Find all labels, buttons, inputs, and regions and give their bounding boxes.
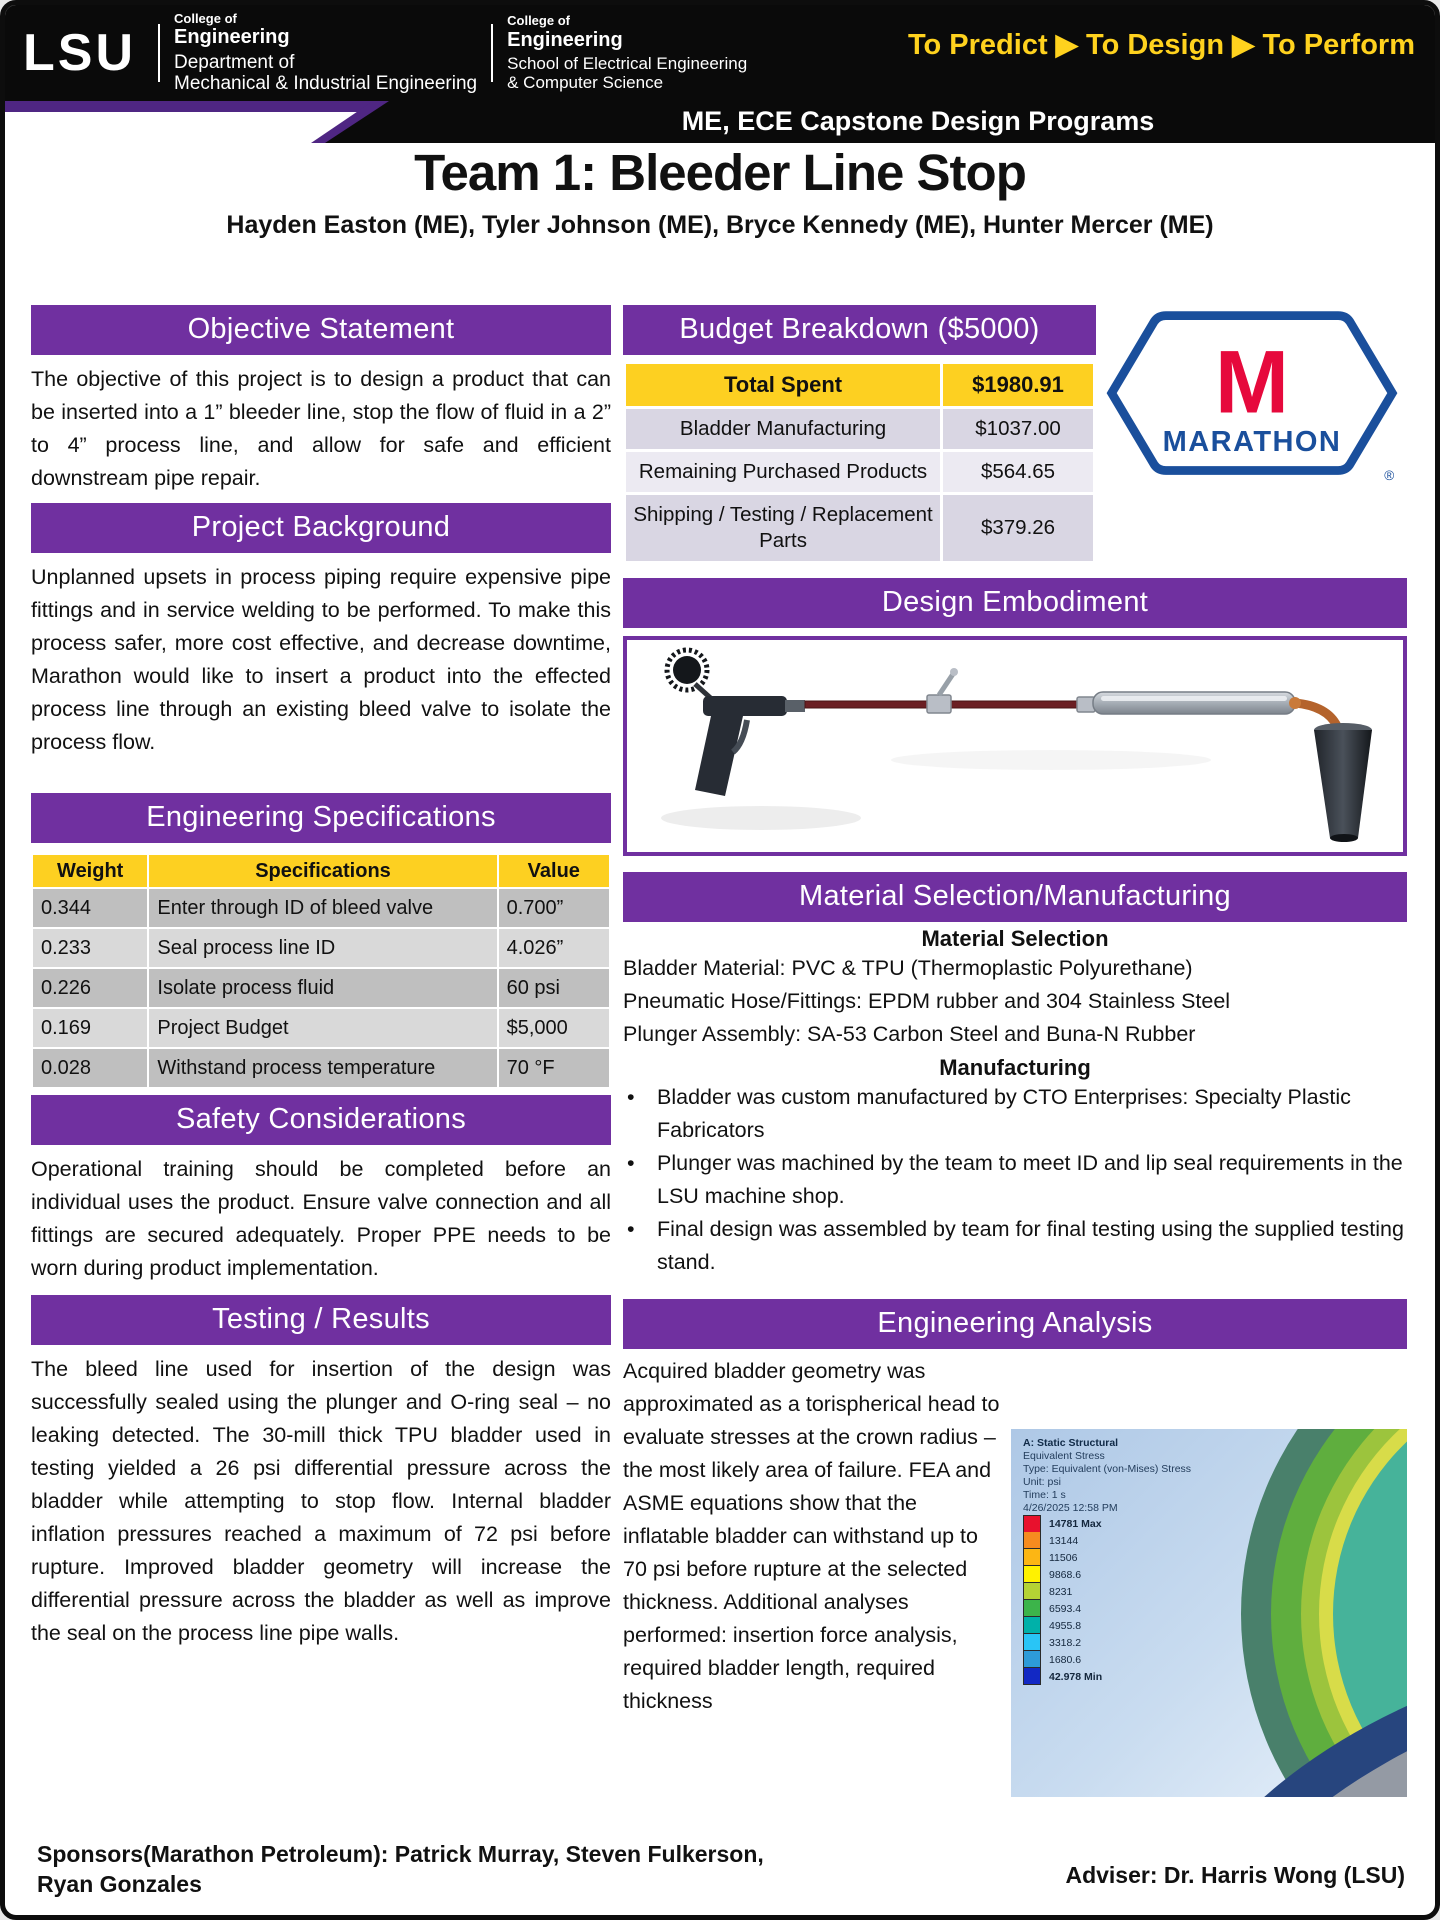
marathon-shield-icon — [1102, 305, 1402, 485]
scale-swatch — [1023, 1634, 1041, 1651]
spec-text: Project Budget — [148, 1008, 497, 1048]
specs-heading: Engineering Specifications — [31, 793, 611, 843]
scale-entry — [1023, 1532, 1102, 1549]
college-ece-block — [507, 14, 747, 92]
spec-text: Isolate process fluid — [148, 968, 497, 1008]
spec-weight: 0.226 — [32, 968, 148, 1008]
bullet-text: Final design was assembled by team for final testing using the supplied testing stand. — [657, 1217, 1404, 1274]
budget-value: $1980.91 — [942, 363, 1095, 408]
scale-swatch — [1023, 1651, 1041, 1668]
specs-header-row — [32, 854, 610, 888]
fea-stress-figure — [1011, 1429, 1407, 1797]
scale-entry — [1023, 1634, 1102, 1651]
bullet-icon: • — [627, 1151, 635, 1175]
sponsors-text-line2: Ryan Gonzales — [37, 1871, 202, 1897]
scale-entry — [1023, 1651, 1102, 1668]
testing-body: The bleed line used for insertion of the design was successfully sealed using the plunger and O-ring seal – no leaking detected. The 30-mill thick TPU bladder used in testing yielded a 26 psi differential pressure across the bladder while attempting to stop flow. Internal bladder inflation pressures reached a maximum of 72 psi before rupture. Improved bladder geometry will increase the differential pressure across the bladder as well as improve the seal on the process line pipe walls. — [31, 1357, 611, 1645]
budget-value: $1037.00 — [942, 408, 1095, 451]
design-heading: Design Embodiment — [623, 578, 1407, 628]
scale-label: 4955.8 — [1049, 1619, 1082, 1632]
spec-weight: 0.344 — [32, 888, 148, 928]
poster-title: Team 1: Bleeder Line Stop — [414, 144, 1026, 201]
scale-swatch — [1023, 1549, 1041, 1566]
fea-legend-line: Type: Equivalent (von-Mises) Stress — [1023, 1463, 1192, 1475]
table-row — [32, 928, 610, 968]
scale-swatch — [1023, 1532, 1041, 1549]
budget-row — [623, 305, 1407, 564]
motto-tagline: To Predict ▶ To Design ▶ To Perform — [907, 29, 1415, 61]
lsu-logo: LSU — [23, 24, 136, 82]
engineering-label: Engineering — [174, 26, 290, 49]
scale-label: 14781 Max — [1049, 1517, 1102, 1530]
top-banner — [5, 5, 1435, 101]
table-row — [32, 1008, 610, 1048]
specs-col-value: Value — [498, 854, 610, 888]
poster-content — [31, 305, 1407, 1797]
analysis-heading: Engineering Analysis — [623, 1299, 1407, 1349]
spec-value: 70 °F — [498, 1048, 610, 1088]
fea-color-scale — [1023, 1515, 1102, 1685]
material-line: Pneumatic Hose/Fittings: EPDM rubber and 304 Stainless Steel — [623, 989, 1231, 1013]
scale-entry — [1023, 1617, 1102, 1634]
spec-text: Withstand process temperature — [148, 1048, 497, 1088]
manufacturing-subtitle: Manufacturing — [939, 1055, 1091, 1080]
bleeder-tool-rendering — [627, 640, 1403, 852]
budget-label: Bladder Manufacturing — [625, 408, 942, 451]
testing-heading: Testing / Results — [31, 1295, 611, 1345]
design-embodiment-figure — [623, 636, 1407, 856]
fea-legend-line: Unit: psi — [1023, 1476, 1061, 1488]
budget-label: Remaining Purchased Products — [625, 451, 942, 494]
scale-entry — [1023, 1549, 1102, 1566]
background-heading: Project Background — [31, 503, 611, 553]
college-of-label: College of — [174, 10, 237, 26]
scale-entry — [1023, 1515, 1102, 1532]
spec-weight: 0.028 — [32, 1048, 148, 1088]
table-row — [625, 451, 1095, 494]
right-column — [623, 305, 1407, 1797]
budget-value: $379.26 — [942, 494, 1095, 563]
objective-heading: Objective Statement — [31, 305, 611, 355]
program-name: ME, ECE Capstone Design Programs — [681, 106, 1155, 136]
department-name: Mechanical & Industrial Engineering — [174, 72, 478, 94]
authors-line: Hayden Easton (ME), Tyler Johnson (ME), Bryce Kennedy (ME), Hunter Mercer (ME) — [226, 211, 1214, 240]
table-row — [32, 888, 610, 928]
fea-legend — [1023, 1437, 1191, 1515]
college-me-block — [174, 12, 477, 94]
divider — [491, 24, 493, 82]
budget-table — [623, 361, 1096, 564]
scale-label: 1680.6 — [1049, 1653, 1082, 1666]
svg-text:M: M — [1214, 331, 1289, 432]
spec-value: $5,000 — [498, 1008, 610, 1048]
bullet-icon: • — [627, 1217, 635, 1241]
scale-label: 9868.6 — [1049, 1568, 1082, 1581]
scale-entry — [1023, 1600, 1102, 1617]
table-row — [625, 408, 1095, 451]
list-item — [623, 1081, 1407, 1147]
spec-weight: 0.233 — [32, 928, 148, 968]
bullet-text: Plunger was machined by the team to meet ID and lip seal requirements in the LSU machine shop. — [657, 1151, 1403, 1208]
table-row — [625, 363, 1095, 408]
spec-text: Seal process line ID — [148, 928, 497, 968]
sub-banner — [311, 101, 1435, 143]
scale-swatch — [1023, 1600, 1041, 1617]
list-item — [623, 1213, 1407, 1279]
scale-label: 13144 — [1049, 1534, 1079, 1547]
scale-swatch — [1023, 1617, 1041, 1634]
specs-col-weight: Weight — [32, 854, 148, 888]
sponsors-text-line1: Sponsors(Marathon Petroleum): Patrick Murray, Steven Fulkerson, — [37, 1841, 764, 1867]
bullet-icon: • — [627, 1085, 635, 1109]
material-heading: Material Selection/Manufacturing — [623, 872, 1407, 922]
scale-label: 42.978 Min — [1049, 1670, 1103, 1683]
scale-swatch — [1023, 1566, 1041, 1583]
list-item — [623, 1147, 1407, 1213]
specs-table — [31, 853, 611, 1089]
scale-swatch — [1023, 1583, 1041, 1600]
scale-label: 3318.2 — [1049, 1636, 1082, 1649]
material-selection-subtitle: Material Selection — [921, 926, 1109, 951]
material-line: Plunger Assembly: SA-53 Carbon Steel and Buna-N Rubber — [623, 1022, 1196, 1046]
marathon-logo — [1096, 305, 1407, 564]
budget-label: Total Spent — [625, 363, 942, 408]
engineering-label: Engineering — [507, 28, 623, 51]
analysis-content — [623, 1355, 1407, 1797]
scale-swatch — [1023, 1668, 1041, 1685]
table-row — [32, 1048, 610, 1088]
scale-entry — [1023, 1668, 1102, 1685]
material-line: Bladder Material: PVC & TPU (Thermoplastic Polyurethane) — [623, 956, 1193, 980]
scale-label: 6593.4 — [1049, 1602, 1082, 1615]
budget-label: Shipping / Testing / Replacement Parts — [625, 494, 942, 563]
background-body: Unplanned upsets in process piping require expensive pipe fittings and in service welding to be performed. To make this process safer, more cost effective, and decrease downtime, Marathon would like to insert a product into the effected process line through an existing bleed valve to isolate the process flow. — [31, 565, 611, 754]
divider — [158, 24, 160, 82]
fea-legend-line: 4/26/2025 12:58 PM — [1023, 1502, 1118, 1514]
adviser-line: Adviser: Dr. Harris Wong (LSU) — [1065, 1862, 1405, 1888]
table-row — [625, 494, 1095, 563]
scale-entry — [1023, 1583, 1102, 1600]
fea-legend-line: Time: 1 s — [1023, 1489, 1066, 1501]
fea-legend-title: A: Static Structural — [1023, 1437, 1119, 1449]
svg-text:®: ® — [1383, 468, 1394, 484]
fea-legend-line: Equivalent Stress — [1023, 1450, 1105, 1462]
scale-label: 11506 — [1049, 1551, 1078, 1564]
left-column — [31, 305, 611, 1797]
table-row — [32, 968, 610, 1008]
school-name: & Computer Science — [507, 72, 664, 92]
budget-value: $564.65 — [942, 451, 1095, 494]
budget-panel — [623, 305, 1096, 564]
college-of-label: College of — [507, 13, 570, 28]
school-line: School of Electrical Engineering — [507, 53, 748, 73]
objective-body: The objective of this project is to design a product that can be inserted into a 1” bleeder line, stop the flow of fluid in a 2” to 4” process line, and allow for safe and efficient downstream pipe repair. — [31, 367, 611, 490]
scale-entry — [1023, 1566, 1102, 1583]
bullet-text: Bladder was custom manufactured by CTO Enterprises: Specialty Plastic Fabricators — [657, 1085, 1351, 1142]
spec-text: Enter through ID of bleed valve — [148, 888, 497, 928]
safety-heading: Safety Considerations — [31, 1095, 611, 1145]
material-content — [623, 926, 1407, 1279]
spec-value: 0.700” — [498, 888, 610, 928]
department-line: Department of — [174, 51, 295, 73]
title-block — [5, 145, 1435, 240]
scale-swatch — [1023, 1515, 1041, 1533]
spec-weight: 0.169 — [32, 1008, 148, 1048]
budget-heading: Budget Breakdown ($5000) — [623, 305, 1096, 355]
spec-value: 60 psi — [498, 968, 610, 1008]
svg-text:MARATHON: MARATHON — [1162, 426, 1341, 459]
scale-label: 8231 — [1049, 1585, 1073, 1598]
safety-body: Operational training should be completed before an individual uses the product. Ensure valve connection and all fittings are secured adequately. Proper PPE needs to be worn during product implementation. — [31, 1157, 611, 1280]
specs-col-spec: Specifications — [148, 854, 497, 888]
analysis-body: Acquired bladder geometry was approximated as a torispherical head to evaluate stresses at the crown radius – the most likely area of failure. FEA and ASME equations show that the inflatable bladder can withstand up to 70 psi before rupture at the selected thickness. Additional analyses performed: insertion force analysis, required bladder length, required thickness — [623, 1359, 1000, 1713]
sponsors-line — [37, 1839, 764, 1899]
spec-value: 4.026” — [498, 928, 610, 968]
